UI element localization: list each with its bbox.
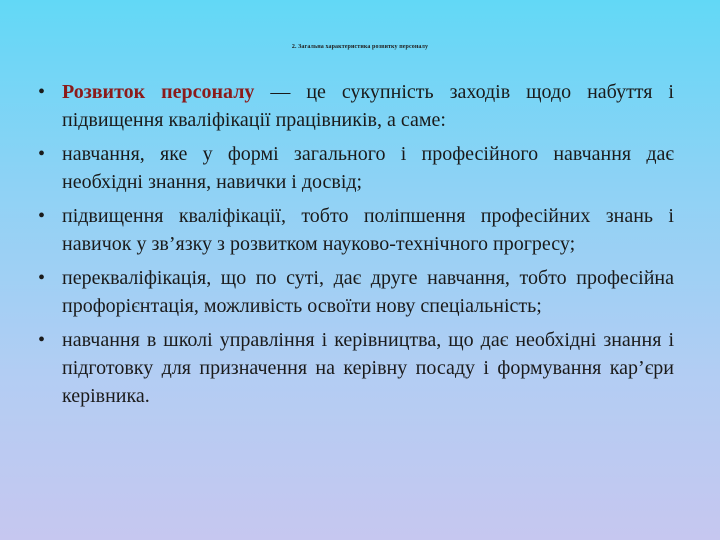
list-item	[38, 78, 674, 134]
bullet-list	[38, 78, 674, 416]
list-item-text: — це сукупність заходів щодо набуття і підвищення кваліфікації працівників, а саме:	[62, 81, 674, 131]
list-item-text: перекваліфікація, що по суті, дає друге навчання, тобто професійна профорієнтація, можливість освоїти нову спеціальність;	[62, 267, 674, 317]
bullet-icon: •	[38, 205, 46, 227]
slide-title: 2. Загальна характеристика розвитку персоналу	[291, 44, 429, 50]
list-item	[38, 140, 674, 196]
list-item-text: підвищення кваліфікації, тобто поліпшення професійних знань і навичок у зв’язку з розвитком науково-технічного прогресу;	[62, 205, 674, 255]
bullet-icon: •	[38, 329, 46, 351]
list-item-text: навчання в школі управління і керівництва, що дає необхідні знання і підготовку для призначення на керівну посаду і формування кар’єри керівника.	[62, 329, 674, 407]
list-item	[38, 202, 674, 258]
bullet-icon: •	[38, 143, 46, 165]
bullet-icon: •	[38, 81, 46, 103]
list-item-text: навчання, яке у формі загального і професійного навчання дає необхідні знання, навички і досвід;	[62, 143, 674, 193]
bullet-icon: •	[38, 267, 46, 289]
term-highlight: Розвиток персоналу	[62, 81, 255, 103]
list-item	[38, 326, 674, 410]
list-item	[38, 264, 674, 320]
